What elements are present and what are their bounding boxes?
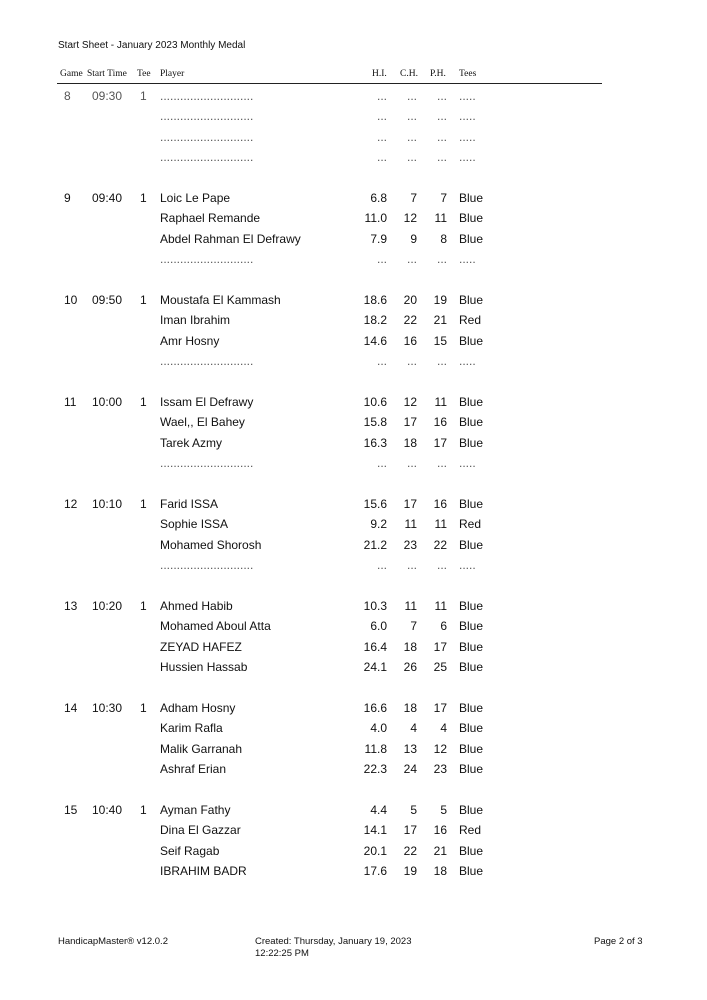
tee-colour: Blue [459,497,484,511]
playing-handicap: 23 [433,762,447,777]
start-time: 09:30 [92,89,123,103]
course-handicap: 23 [403,537,417,552]
empty-slot-row [0,351,707,371]
tee-colour: Blue [459,415,484,430]
empty-slot-row [0,86,707,106]
playing-handicap: 11 [434,395,447,409]
tee-colour: Blue [459,537,484,552]
player-placeholder: ............................ [160,89,254,103]
handicap-index: 18.2 [363,313,387,328]
playing-handicap: 19 [433,293,447,307]
ch-placeholder: ... [406,456,417,471]
player-row [0,596,707,616]
player-placeholder: ............................ [160,558,254,573]
tee-colour: Blue [459,211,484,226]
ch-placeholder: ... [406,89,417,103]
tee-colour: Blue [459,435,484,450]
playing-handicap: 4 [440,721,447,736]
hi-placeholder: ... [376,252,387,267]
course-handicap: 16 [403,333,417,348]
tee-colour: Blue [459,293,484,307]
playing-handicap: 18 [433,864,447,879]
handicap-index: 16.3 [363,435,387,450]
player-name: ZEYAD HAFEZ [160,639,242,654]
player-row [0,229,707,249]
handicap-index: 17.6 [363,864,387,879]
player-name: Karim Rafla [160,721,223,736]
handicap-index: 11.0 [364,211,387,226]
tee-colour: Red [459,517,482,532]
player-row [0,392,707,412]
tee-number: 1 [140,191,147,205]
start-time: 10:00 [92,395,123,409]
tee-colour: Blue [459,762,484,777]
player-name: Ahmed Habib [160,599,233,613]
start-time: 10:40 [92,803,123,817]
tee-colour: Blue [459,721,484,736]
ph-placeholder: ... [436,109,447,124]
handicap-index: 7.9 [370,231,387,246]
player-row [0,535,707,555]
course-handicap: 7 [410,619,417,634]
start-time: 10:10 [92,497,123,511]
course-handicap: 18 [403,701,417,715]
player-name: Raphael Remande [160,211,261,226]
handicap-index: 15.8 [363,415,387,430]
handicap-index: 15.6 [363,497,387,511]
player-name: Sophie ISSA [160,517,229,532]
ch-placeholder: ... [406,252,417,267]
handicap-index: 16.6 [363,701,387,715]
handicap-index: 14.6 [363,333,387,348]
game-number: 8 [64,89,71,103]
column-header-ch: C.H. [400,69,418,79]
tee-number: 1 [140,599,147,613]
ch-placeholder: ... [406,558,417,573]
player-name: Abdel Rahman El Defrawy [160,231,301,246]
tee-colour: Blue [459,619,484,634]
player-row [0,739,707,759]
tee-colour: Blue [459,333,484,348]
tees-placeholder: ..... [459,89,476,103]
game-number: 15 [64,803,78,817]
tees-placeholder: ..... [459,150,476,165]
player-row [0,331,707,351]
player-row [0,861,707,881]
course-handicap: 17 [403,415,417,430]
course-handicap: 18 [403,435,417,450]
player-name: Moustafa El Kammash [160,293,281,307]
player-placeholder: ............................ [160,129,254,144]
tees-placeholder: ..... [459,456,476,471]
empty-slot-row [0,147,707,167]
column-header-start-time: Start Time [87,69,127,79]
course-handicap: 22 [403,313,417,328]
playing-handicap: 22 [433,537,447,552]
handicap-index: 9.2 [370,517,387,532]
hi-placeholder: ... [376,89,387,103]
tee-number: 1 [140,497,147,511]
course-handicap: 4 [410,721,417,736]
handicap-index: 22.3 [363,762,387,777]
player-name: Malik Garranah [160,741,243,756]
empty-slot-row [0,106,707,126]
column-header-tee: Tee [137,69,151,79]
footer-created-time: 12:22:25 PM [255,948,309,959]
column-header-player: Player [160,69,185,79]
course-handicap: 22 [403,843,417,858]
game-number: 14 [64,701,78,715]
player-name: Dina El Gazzar [160,823,241,838]
player-name: Ashraf Erian [160,762,227,777]
handicap-index: 16.4 [363,639,387,654]
tee-colour: Blue [459,639,484,654]
empty-slot-row [0,453,707,473]
tee-colour: Red [459,823,482,838]
playing-handicap: 17 [433,435,447,450]
tee-colour: Blue [459,803,484,817]
player-row [0,841,707,861]
tee-number: 1 [140,293,147,307]
player-name: Adham Hosny [160,701,236,715]
hi-placeholder: ... [376,456,387,471]
course-handicap: 24 [403,762,417,777]
player-row [0,290,707,310]
course-handicap: 7 [410,191,417,205]
player-name: Issam El Defrawy [160,395,254,409]
tee-colour: Blue [459,660,484,675]
ch-placeholder: ... [406,150,417,165]
tees-placeholder: ..... [459,129,476,144]
hi-placeholder: ... [376,354,387,369]
tee-colour: Blue [459,395,484,409]
handicap-index: 18.6 [363,293,387,307]
footer-created-date: Created: Thursday, January 19, 2023 [255,936,412,947]
player-placeholder: ............................ [160,354,254,369]
player-name: Hussien Hassab [160,660,248,675]
handicap-index: 6.8 [370,191,387,205]
ph-placeholder: ... [436,354,447,369]
tee-colour: Blue [459,843,484,858]
playing-handicap: 5 [440,803,447,817]
player-row [0,616,707,636]
player-name: Ayman Fathy [160,803,231,817]
course-handicap: 13 [403,741,417,756]
ch-placeholder: ... [406,354,417,369]
tees-placeholder: ..... [459,354,476,369]
ch-placeholder: ... [406,109,417,124]
player-row [0,718,707,738]
playing-handicap: 11 [434,211,447,226]
column-header-ph: P.H. [430,69,446,79]
player-row [0,800,707,820]
handicap-index: 20.1 [363,843,387,858]
player-row [0,494,707,514]
column-header-tees: Tees [459,69,477,79]
handicap-index: 21.2 [363,537,387,552]
column-header-hi: H.I. [372,69,387,79]
handicap-index: 4.4 [370,803,387,817]
playing-handicap: 12 [433,741,447,756]
player-name: Tarek Azmy [160,435,223,450]
player-row [0,514,707,534]
handicap-index: 6.0 [370,619,387,634]
footer-page-number: Page 2 of 3 [594,936,643,947]
tee-colour: Blue [459,741,484,756]
course-handicap: 18 [403,639,417,654]
course-handicap: 11 [404,599,417,613]
player-placeholder: ............................ [160,456,254,471]
ph-placeholder: ... [436,456,447,471]
empty-slot-row [0,127,707,147]
hi-placeholder: ... [376,109,387,124]
playing-handicap: 16 [433,497,447,511]
ph-placeholder: ... [436,89,447,103]
start-time: 10:30 [92,701,123,715]
player-row [0,208,707,228]
playing-handicap: 11 [434,517,447,532]
handicap-index: 11.8 [364,741,387,756]
footer-software: HandicapMaster® v12.0.2 [58,936,168,947]
playing-handicap: 21 [433,843,447,858]
player-row [0,698,707,718]
tee-number: 1 [140,395,147,409]
empty-slot-row [0,555,707,575]
playing-handicap: 16 [433,415,447,430]
ph-placeholder: ... [436,129,447,144]
tee-number: 1 [140,701,147,715]
player-name: Mohamed Shorosh [160,537,262,552]
tees-placeholder: ..... [459,252,476,267]
playing-handicap: 15 [433,333,447,348]
game-number: 11 [64,395,77,409]
empty-slot-row [0,249,707,269]
player-row [0,657,707,677]
handicap-index: 4.0 [370,721,387,736]
page-title: Start Sheet - January 2023 Monthly Medal [58,40,246,51]
start-time: 09:40 [92,191,123,205]
start-time: 09:50 [92,293,123,307]
tee-colour: Blue [459,191,484,205]
player-name: Loic Le Pape [160,191,231,205]
player-placeholder: ............................ [160,109,254,124]
player-name: IBRAHIM BADR [160,864,247,879]
course-handicap: 17 [403,497,417,511]
handicap-index: 24.1 [363,660,387,675]
player-name: Mohamed Aboul Atta [160,619,271,634]
player-row [0,188,707,208]
game-number: 10 [64,293,78,307]
player-row [0,820,707,840]
player-placeholder: ............................ [160,150,254,165]
course-handicap: 9 [410,231,417,246]
player-name: Seif Ragab [160,843,220,858]
tee-number: 1 [140,803,147,817]
tee-colour: Blue [459,231,484,246]
column-header-game: Game [60,69,83,79]
player-row [0,310,707,330]
tees-placeholder: ..... [459,109,476,124]
start-time: 10:20 [92,599,123,613]
playing-handicap: 21 [433,313,447,328]
player-row [0,433,707,453]
game-number: 12 [64,497,78,511]
player-row [0,759,707,779]
player-name: Farid ISSA [160,497,219,511]
course-handicap: 5 [410,803,417,817]
handicap-index: 10.6 [363,395,387,409]
hi-placeholder: ... [376,558,387,573]
ph-placeholder: ... [436,558,447,573]
handicap-index: 14.1 [363,823,387,838]
course-handicap: 12 [403,211,417,226]
tee-number: 1 [140,89,147,103]
ph-placeholder: ... [436,252,447,267]
game-number: 9 [64,191,71,205]
handicap-index: 10.3 [363,599,387,613]
course-handicap: 17 [403,823,417,838]
course-handicap: 20 [403,293,417,307]
tee-colour: Red [459,313,482,328]
player-row [0,412,707,432]
ch-placeholder: ... [406,129,417,144]
playing-handicap: 7 [440,191,447,205]
playing-handicap: 6 [440,619,447,634]
player-name: Wael,, El Bahey [160,415,245,430]
course-handicap: 19 [403,864,417,879]
player-placeholder: ............................ [160,252,254,267]
hi-placeholder: ... [376,150,387,165]
playing-handicap: 11 [434,599,447,613]
game-number: 13 [64,599,78,613]
player-name: Iman Ibrahim [160,313,231,328]
hi-placeholder: ... [376,129,387,144]
playing-handicap: 25 [433,660,447,675]
playing-handicap: 17 [433,701,447,715]
tees-placeholder: ..... [459,558,476,573]
player-name: Amr Hosny [160,333,220,348]
tee-colour: Blue [459,599,484,613]
playing-handicap: 17 [433,639,447,654]
tee-colour: Blue [459,864,484,879]
tee-colour: Blue [459,701,484,715]
course-handicap: 11 [404,517,417,532]
ph-placeholder: ... [436,150,447,165]
playing-handicap: 16 [433,823,447,838]
course-handicap: 26 [403,660,417,675]
player-row [0,637,707,657]
course-handicap: 12 [403,395,417,409]
playing-handicap: 8 [440,231,447,246]
